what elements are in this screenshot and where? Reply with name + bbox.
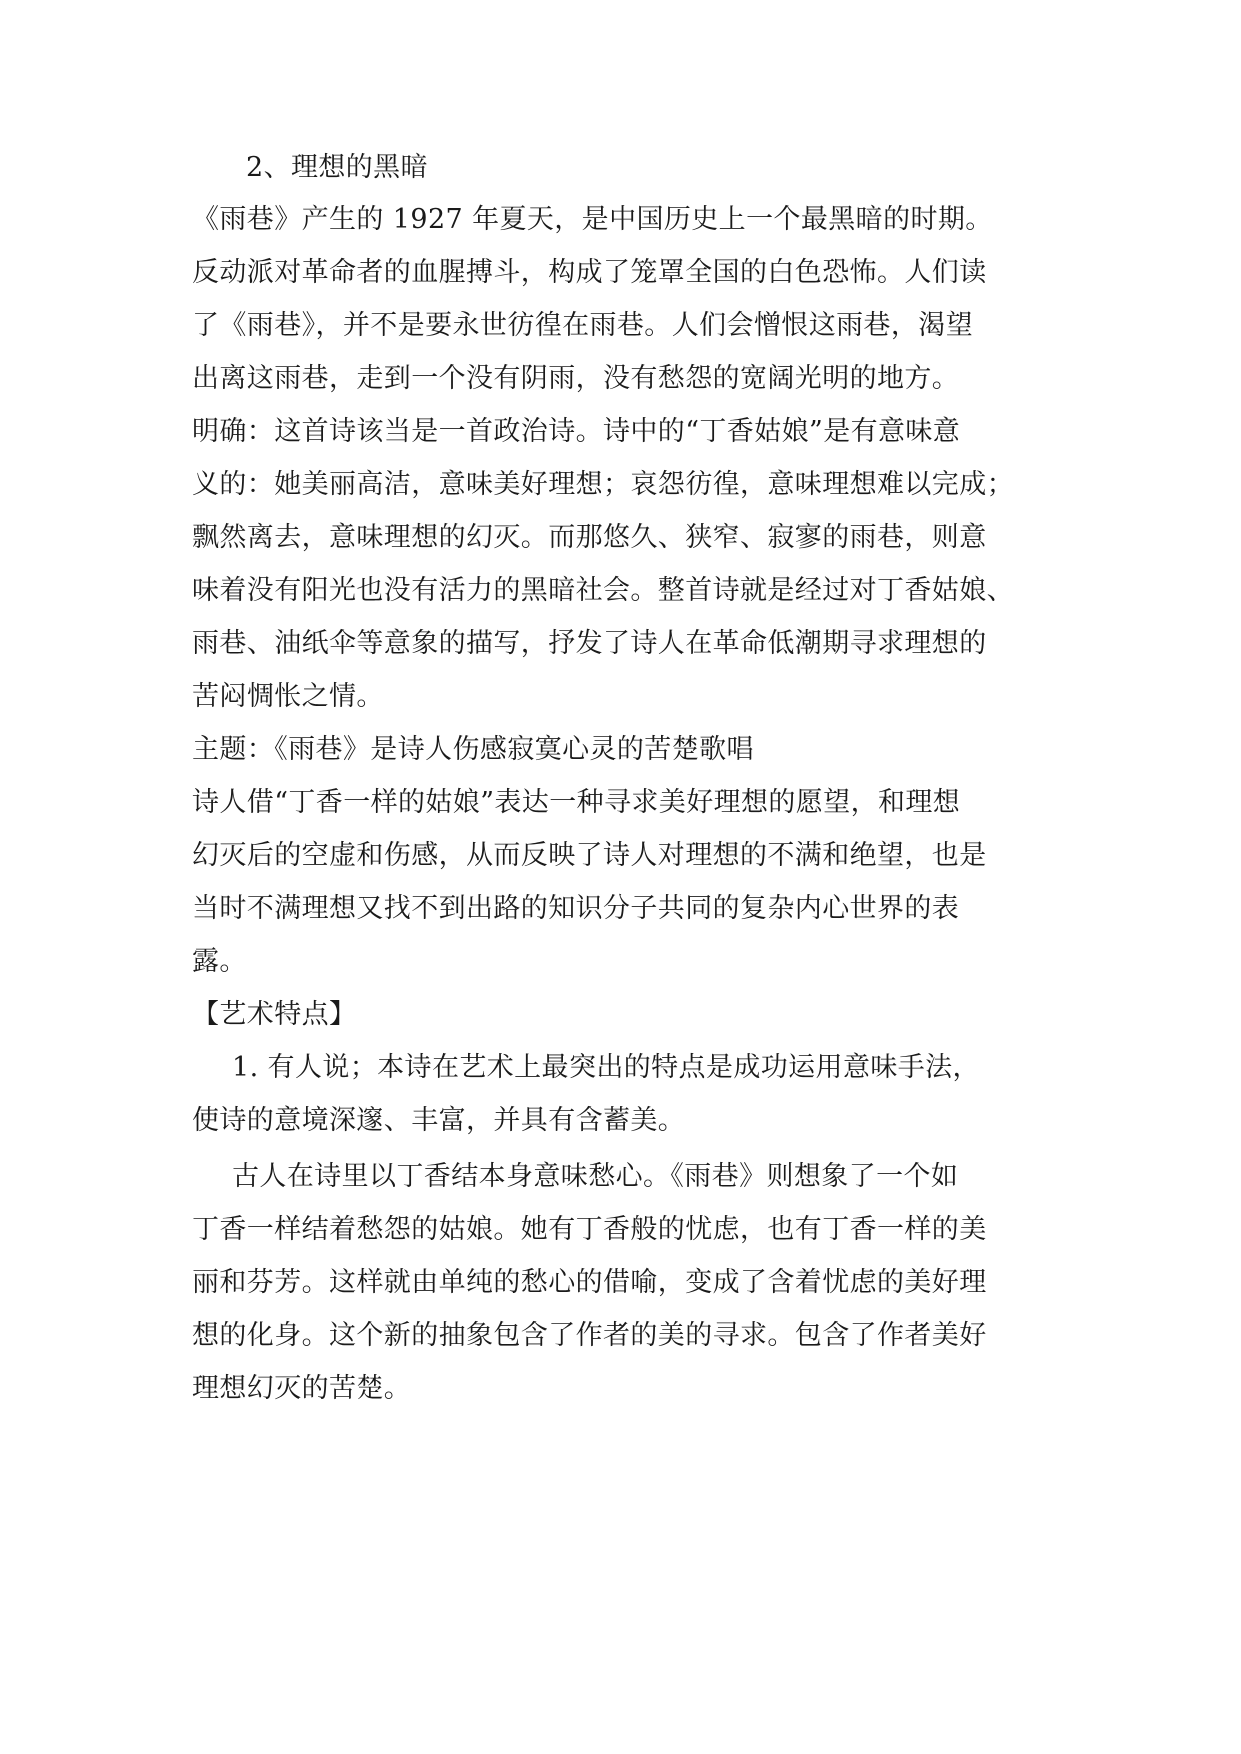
theme-line: 主题：《雨巷》是诗人伤感寂寞心灵的苦楚歌唱: [192, 734, 754, 765]
paragraph-line: 丽和芬芳。这样就由单纯的愁心的借喻，变成了含着忧虑的美好理: [192, 1267, 987, 1298]
paragraph-line: 反动派对革命者的血腥搏斗，构成了笼罩全国的白色恐怖。人们读: [192, 257, 987, 288]
paragraph-line: 味着没有阳光也没有活力的黑暗社会。整首诗就是经过对丁香姑娘、: [192, 575, 1014, 606]
paragraph-line: 飘然离去，意味理想的幻灭。而那悠久、狭窄、寂寥的雨巷，则意: [192, 522, 987, 553]
paragraph-line: 想的化身。这个新的抽象包含了作者的美的寻求。包含了作者美好: [192, 1320, 987, 1351]
paragraph-line: 苦闷惆怅之情。: [192, 681, 384, 712]
paragraph-line: 义的：她美丽高洁，意味美好理想；哀怨彷徨，意味理想难以完成；: [192, 469, 1014, 500]
paragraph-line: 使诗的意境深邃、丰富，并具有含蓄美。: [192, 1105, 686, 1136]
paragraph-line: 出离这雨巷，走到一个没有阴雨，没有愁怨的宽阔光明的地方。: [192, 363, 960, 394]
paragraph-line: 古人在诗里以丁香结本身意味愁心。《雨巷》则想象了一个如: [232, 1161, 959, 1192]
paragraph-line: 雨巷、油纸伞等意象的描写，抒发了诗人在革命低潮期寻求理想的: [192, 628, 987, 659]
art-features-heading: 【艺术特点】: [192, 999, 357, 1030]
paragraph-line: 了《雨巷》，并不是要永世彷徨在雨巷。人们会憎恨这雨巷，渴望: [192, 310, 974, 341]
section-heading: 2、理想的黑暗: [246, 152, 428, 183]
paragraph-line: 《雨巷》产生的 1927 年夏天，是中国历史上一个最黑暗的时期。: [192, 204, 993, 235]
paragraph-line: 理想幻灭的苦楚。: [192, 1373, 412, 1404]
paragraph-line: 露。: [192, 946, 247, 977]
paragraph-line: 明确：这首诗该当是一首政治诗。诗中的“丁香姑娘”是有意味意: [192, 416, 961, 447]
paragraph-line: 幻灭后的空虚和伤感，从而反映了诗人对理想的不满和绝望，也是: [192, 840, 987, 871]
paragraph-line: 当时不满理想又找不到出路的知识分子共同的复杂内心世界的表: [192, 893, 960, 924]
paragraph-line: 诗人借“丁香一样的姑娘”表达一种寻求美好理想的愿望，和理想: [192, 787, 961, 818]
paragraph-line: 1. 有人说；本诗在艺术上最突出的特点是成功运用意味手法，: [232, 1052, 980, 1083]
paragraph-line: 丁香一样结着愁怨的姑娘。她有丁香般的忧虑，也有丁香一样的美: [192, 1214, 987, 1245]
